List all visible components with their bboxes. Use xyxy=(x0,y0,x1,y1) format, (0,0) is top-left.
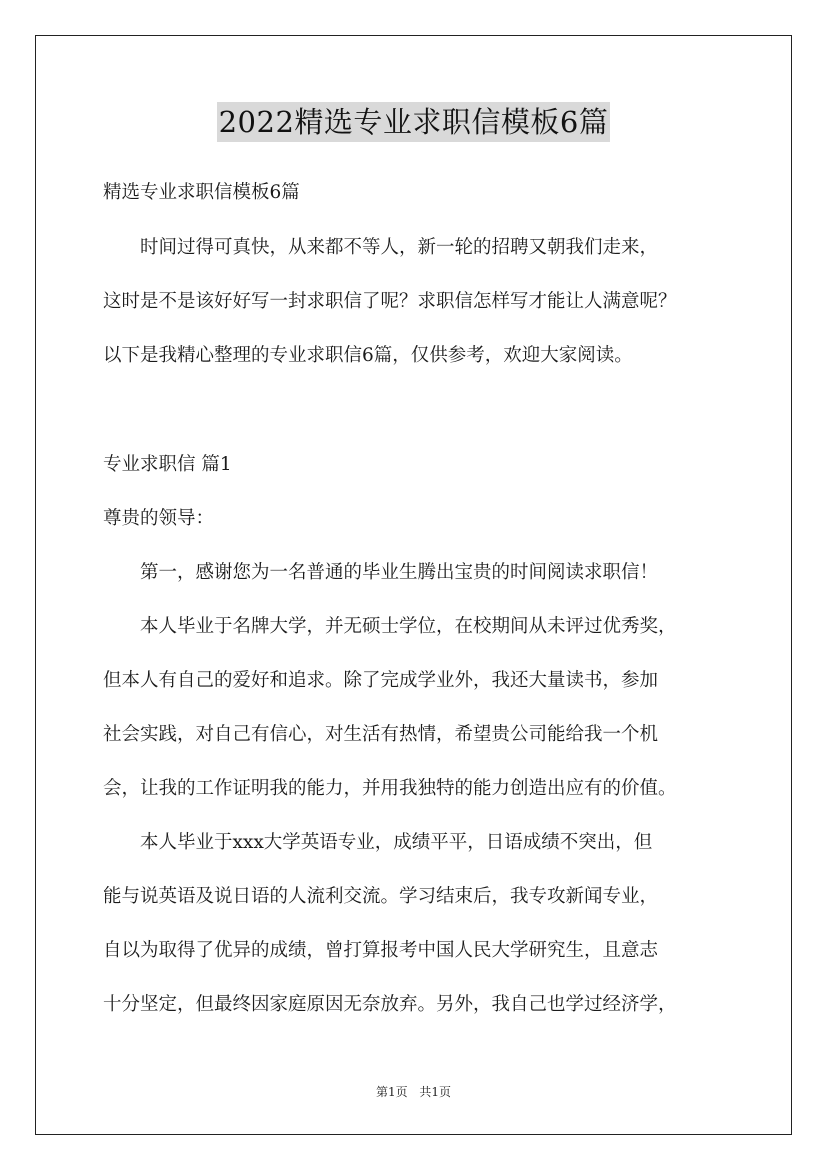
body-line-4: 社会实践，对自己有信心，对生活有热情，希望贵公司能给我一个机 xyxy=(103,724,659,745)
document-title: 2022精选专业求职信模板6篇 xyxy=(217,102,611,142)
body-line-7: 能与说英语及说日语的人流利交流。学习结束后，我专攻新闻专业， xyxy=(103,886,659,907)
intro-line-1: 时间过得可真快，从来都不等人，新一轮的招聘又朝我们走来， xyxy=(103,237,659,258)
title-container xyxy=(0,102,827,142)
page-footer xyxy=(0,1083,827,1100)
page-total: 共1页 xyxy=(419,1085,452,1099)
body-line-5: 会，让我的工作证明我的能力，并用我独特的能力创造出应有的价值。 xyxy=(103,778,677,799)
body-line-3: 但本人有自己的爱好和追求。除了完成学业外，我还大量读书，参加 xyxy=(103,670,659,691)
body-line-6: 本人毕业于xxx大学英语专业，成绩平平，日语成绩不突出，但 xyxy=(103,832,653,853)
intro-line-2: 这时是不是该好好写一封求职信了呢？求职信怎样写才能让人满意呢？ xyxy=(103,291,677,312)
salutation: 尊贵的领导： xyxy=(103,508,215,529)
body-line-1: 第一，感谢您为一名普通的毕业生腾出宝贵的时间阅读求职信！ xyxy=(103,562,659,583)
section-heading: 专业求职信 篇1 xyxy=(103,454,232,475)
body-line-9: 十分坚定，但最终因家庭原因无奈放弃。另外，我自己也学过经济学， xyxy=(103,994,677,1015)
page-number: 第1页 xyxy=(375,1085,408,1099)
intro-line-3: 以下是我精心整理的专业求职信6篇，仅供参考，欢迎大家阅读。 xyxy=(103,345,633,366)
body-line-2: 本人毕业于名牌大学，并无硕士学位，在校期间从未评过优秀奖， xyxy=(103,616,677,637)
body-line-8: 自以为取得了优异的成绩，曾打算报考中国人民大学研究生，且意志 xyxy=(103,940,659,961)
document-subtitle: 精选专业求职信模板6篇 xyxy=(103,182,300,203)
